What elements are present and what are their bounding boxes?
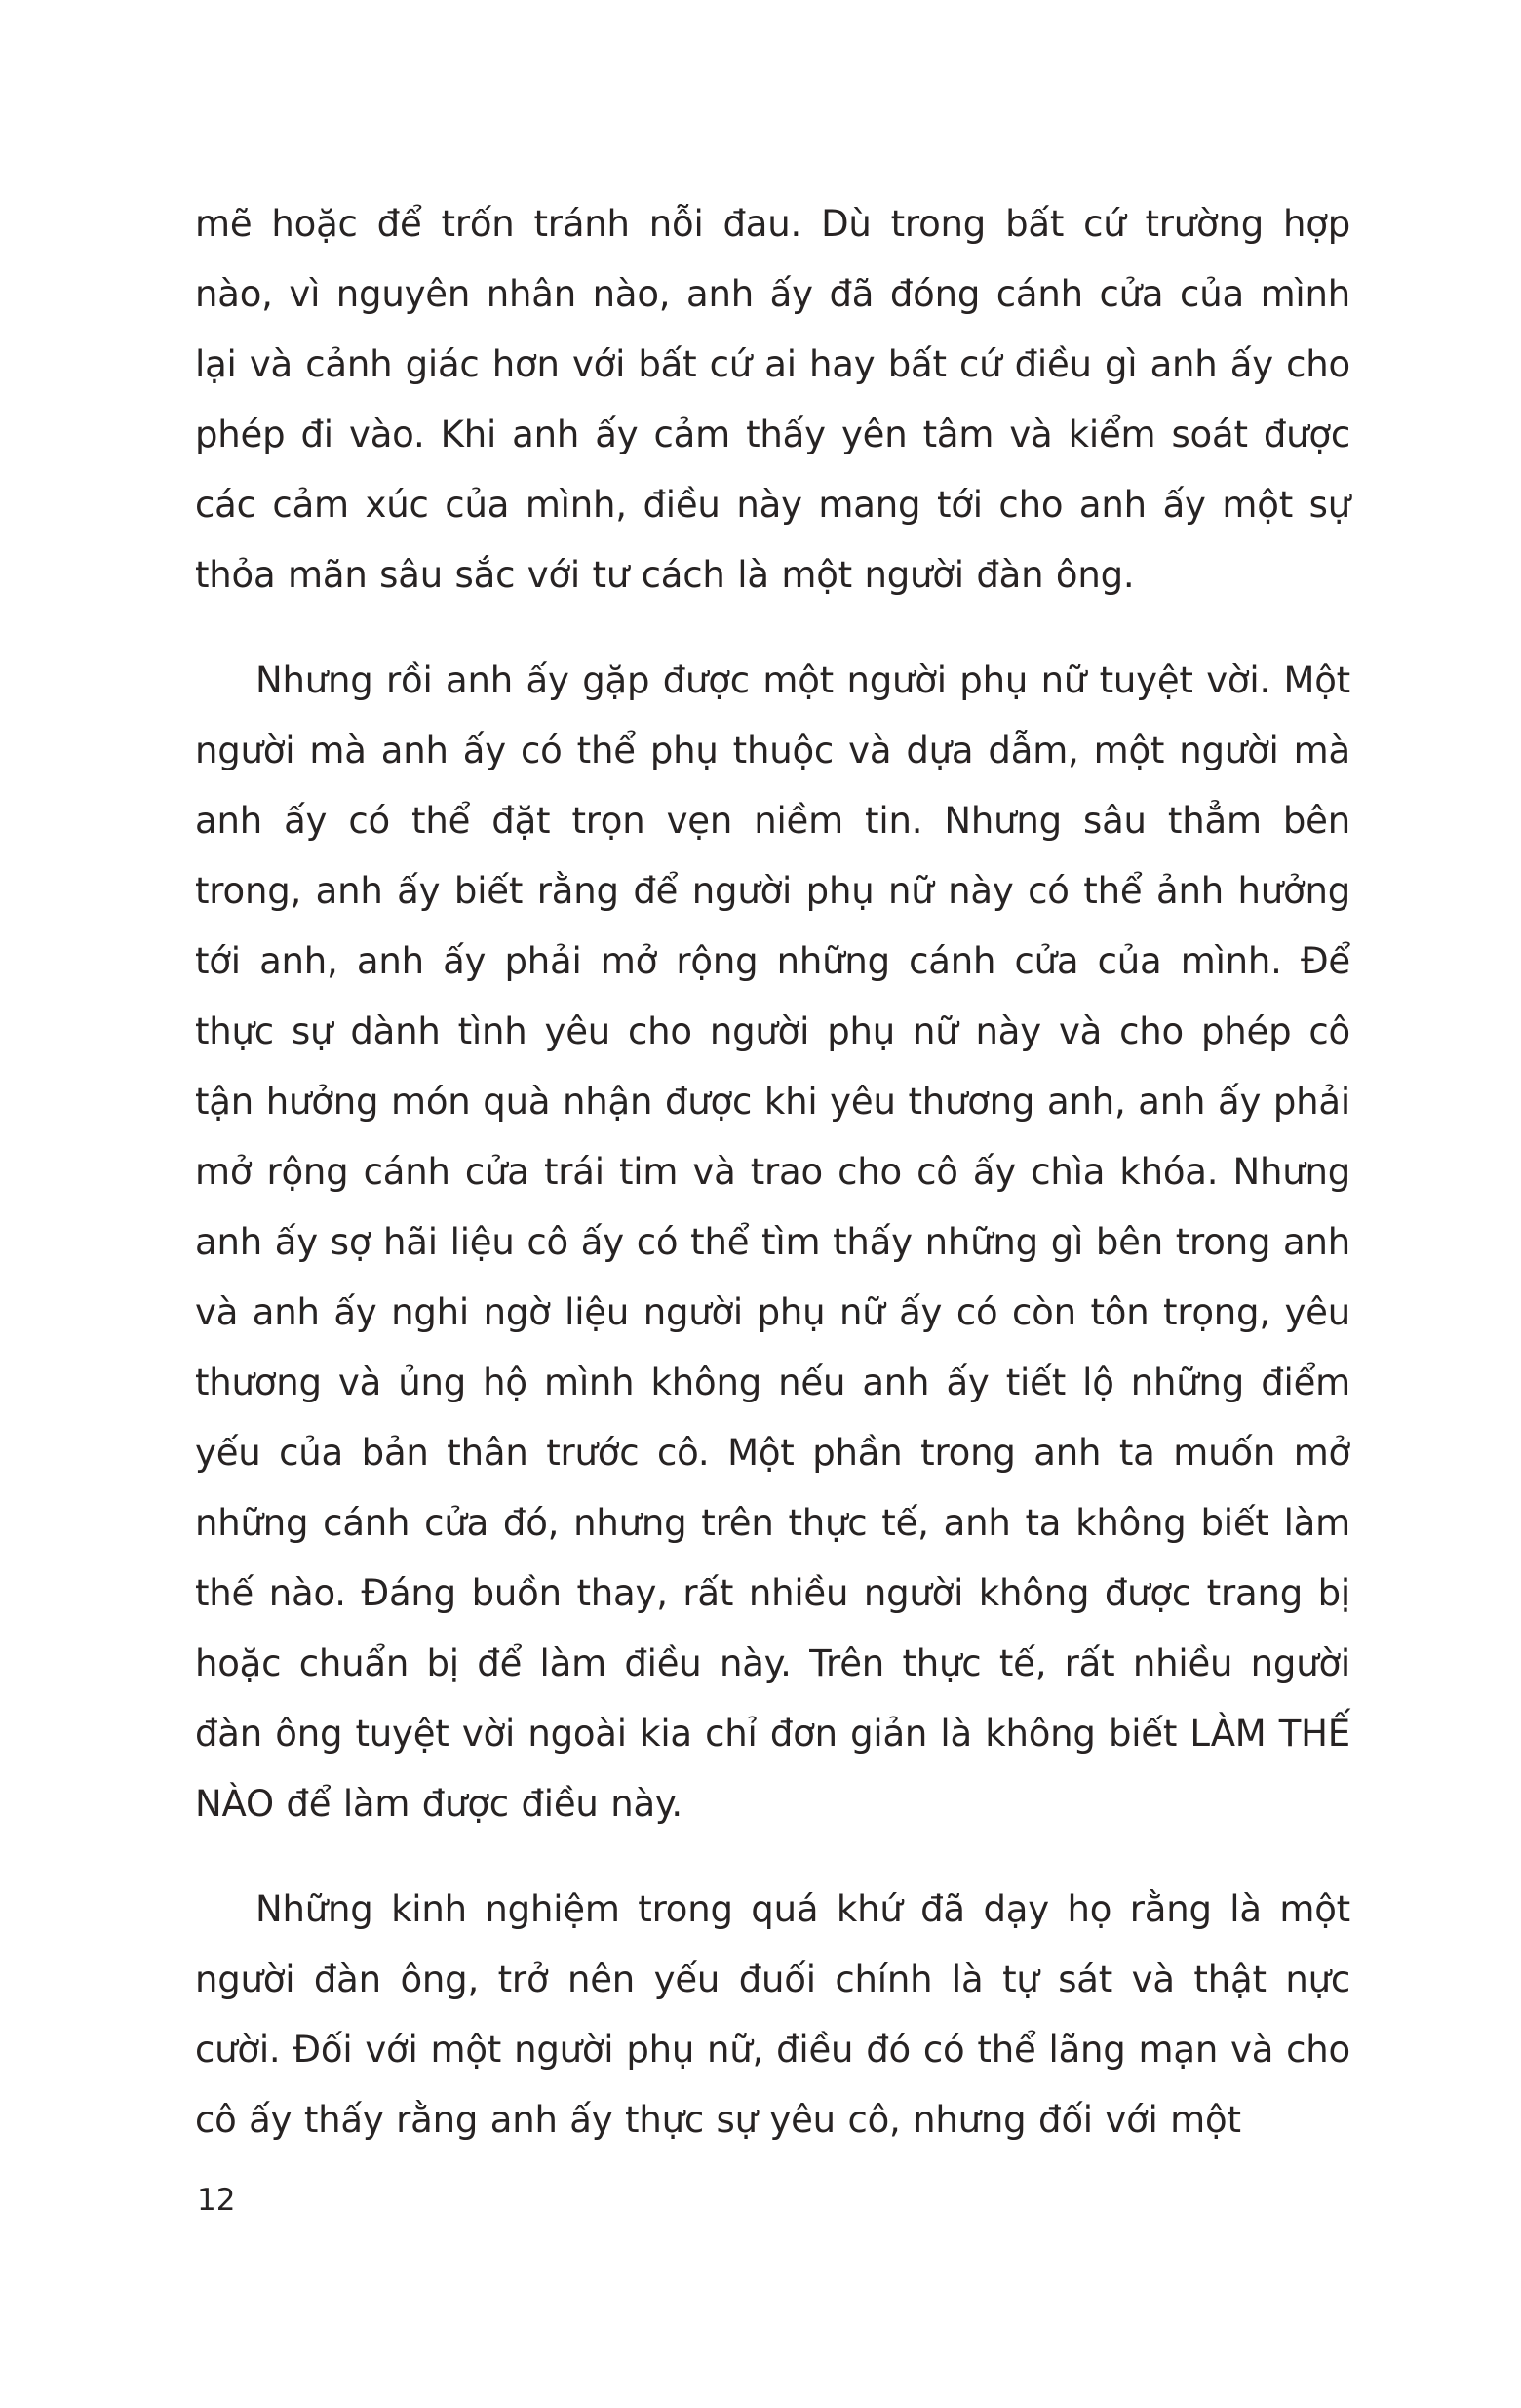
- page-text-block: [195, 189, 1350, 2191]
- paragraph-2: Nhưng rồi anh ấy gặp được một người phụ nữ tuyệt vời. Một người mà anh ấy có thể phụ thuộc và dựa dẫm, một người mà anh ấy có thể đặt trọn vẹn niềm tin. Nhưng sâu thẳm bên trong, anh ấy biết rằng để người phụ nữ này có thể ảnh hưởng tới anh, anh ấy phải mở rộng những cánh cửa của mình. Để thực sự dành tình yêu cho người phụ nữ này và cho phép cô tận hưởng món quà nhận được khi yêu thương anh, anh ấy phải mở rộng cánh cửa trái tim và trao cho cô ấy chìa khóa. Nhưng anh ấy sợ hãi liệu cô ấy có thể tìm thấy những gì bên trong anh và anh ấy nghi ngờ liệu người phụ nữ ấy có còn tôn trọng, yêu thương và ủng hộ mình không nếu anh ấy tiết lộ những điểm yếu của bản thân trước cô. Một phần trong anh ta muốn mở những cánh cửa đó, nhưng trên thực tế, anh ta không biết làm thế nào. Đáng buồn thay, rất nhiều người không được trang bị hoặc chuẩn bị để làm điều này. Trên thực tế, rất nhiều người đàn ông tuyệt vời ngoài kia chỉ đơn giản là không biết LÀM THẾ NÀO để làm được điều này.: [195, 659, 1350, 1825]
- paragraph-continuation: mẽ hoặc để trốn tránh nỗi đau. Dù trong bất cứ trường hợp nào, vì nguyên nhân nào, anh ấy đã đóng cánh cửa của mình lại và cảnh giác hơn với bất cứ ai hay bất cứ điều gì anh ấy cho phép đi vào. Khi anh ấy cảm thấy yên tâm và kiểm soát được các cảm xúc của mình, điều này mang tới cho anh ấy một sự thỏa mãn sâu sắc với tư cách là một người đàn ông.: [195, 203, 1350, 596]
- page-number: 12: [197, 2183, 236, 2218]
- paragraph-3: Những kinh nghiệm trong quá khứ đã dạy họ rằng là một người đàn ông, trở nên yếu đuối chính là tự sát và thật nực cười. Đối với một người phụ nữ, điều đó có thể lãng mạn và cho cô ấy thấy rằng anh ấy thực sự yêu cô, nhưng đối với một: [195, 1888, 1350, 2141]
